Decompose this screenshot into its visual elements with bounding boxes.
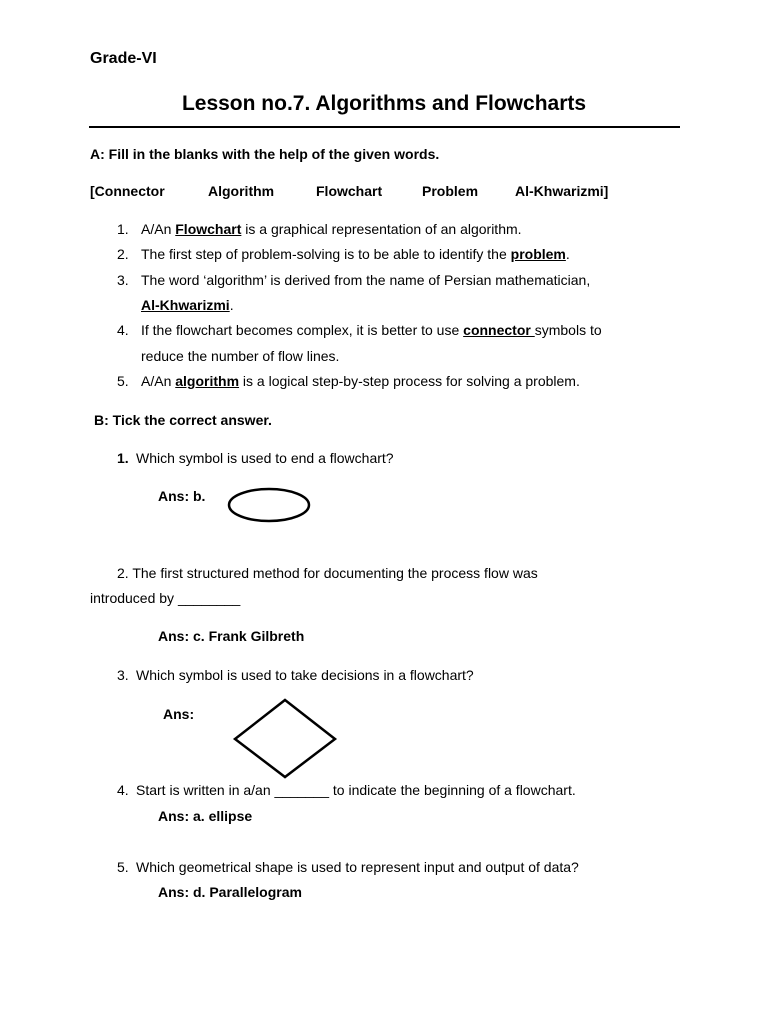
item-number: 5.	[117, 373, 129, 389]
answer-text: Ans:	[163, 706, 195, 722]
title-divider	[89, 126, 680, 128]
item-text: The word ‘algorithm’ is derived from the name of Persian mathematician,	[141, 272, 591, 288]
question-text: Which symbol is used to end a flowchart?	[136, 450, 394, 466]
question-text: 2. The first structured method for documenting the process flow was	[117, 565, 538, 581]
answer-word: algorithm	[175, 373, 240, 389]
word-bank-item: Problem	[422, 183, 479, 199]
answer-text: Ans: a. ellipse	[158, 808, 253, 824]
item-number: 4.	[117, 322, 129, 338]
question-number: 2.	[117, 565, 129, 581]
answer-text: Ans: b.	[158, 488, 206, 504]
question-number: 4.	[117, 782, 129, 798]
question-text: Which geometrical shape is used to represent input and output of data?	[136, 859, 579, 875]
word-bank	[90, 183, 608, 199]
question-number: 3.	[117, 667, 129, 683]
question-text: Start is written in a/an _______ to indicate the beginning of a flowchart.	[136, 782, 576, 798]
ellipse-icon	[226, 486, 314, 524]
answer-word: problem	[510, 246, 566, 262]
answer-text: Ans: c. Frank Gilbreth	[158, 628, 305, 644]
item-text: If the flowchart becomes complex, it is better to use connector symbols to	[141, 322, 602, 338]
answer-word: connector	[463, 322, 535, 338]
answer-word: Al-Khwarizmi	[141, 297, 230, 313]
question-text: Which symbol is used to take decisions in a flowchart?	[136, 667, 474, 683]
word-bank-item: [Connector	[90, 183, 165, 199]
item-number: 3.	[117, 272, 129, 288]
section-b-heading: B: Tick the correct answer.	[94, 412, 272, 428]
answer-text: Ans: d. Parallelogram	[158, 884, 302, 900]
item-text: A/An Flowchart is a graphical representation of an algorithm.	[141, 221, 522, 237]
word-bank-item: Algorithm	[208, 183, 275, 199]
question-number: 1.	[117, 450, 129, 466]
section-a-heading: A: Fill in the blanks with the help of the given words.	[90, 146, 440, 162]
word-bank-item: Al-Khwarizmi]	[515, 183, 609, 199]
grade-label: Grade-VI	[90, 50, 157, 67]
item-text: A/An algorithm is a logical step-by-step process for solving a problem.	[141, 373, 580, 389]
word-bank-item: Flowchart	[316, 183, 383, 199]
item-text: The first step of problem-solving is to be able to identify the problem.	[141, 246, 570, 262]
diamond-icon	[230, 697, 340, 781]
item-number: 1.	[117, 221, 129, 237]
page-title: Lesson no.7. Algorithms and Flowcharts	[181, 92, 587, 115]
answer-word: Flowchart	[175, 221, 242, 237]
item-number: 2.	[117, 246, 129, 262]
question-text-continued: introduced by ________	[90, 590, 241, 606]
question-number: 5.	[117, 859, 129, 875]
